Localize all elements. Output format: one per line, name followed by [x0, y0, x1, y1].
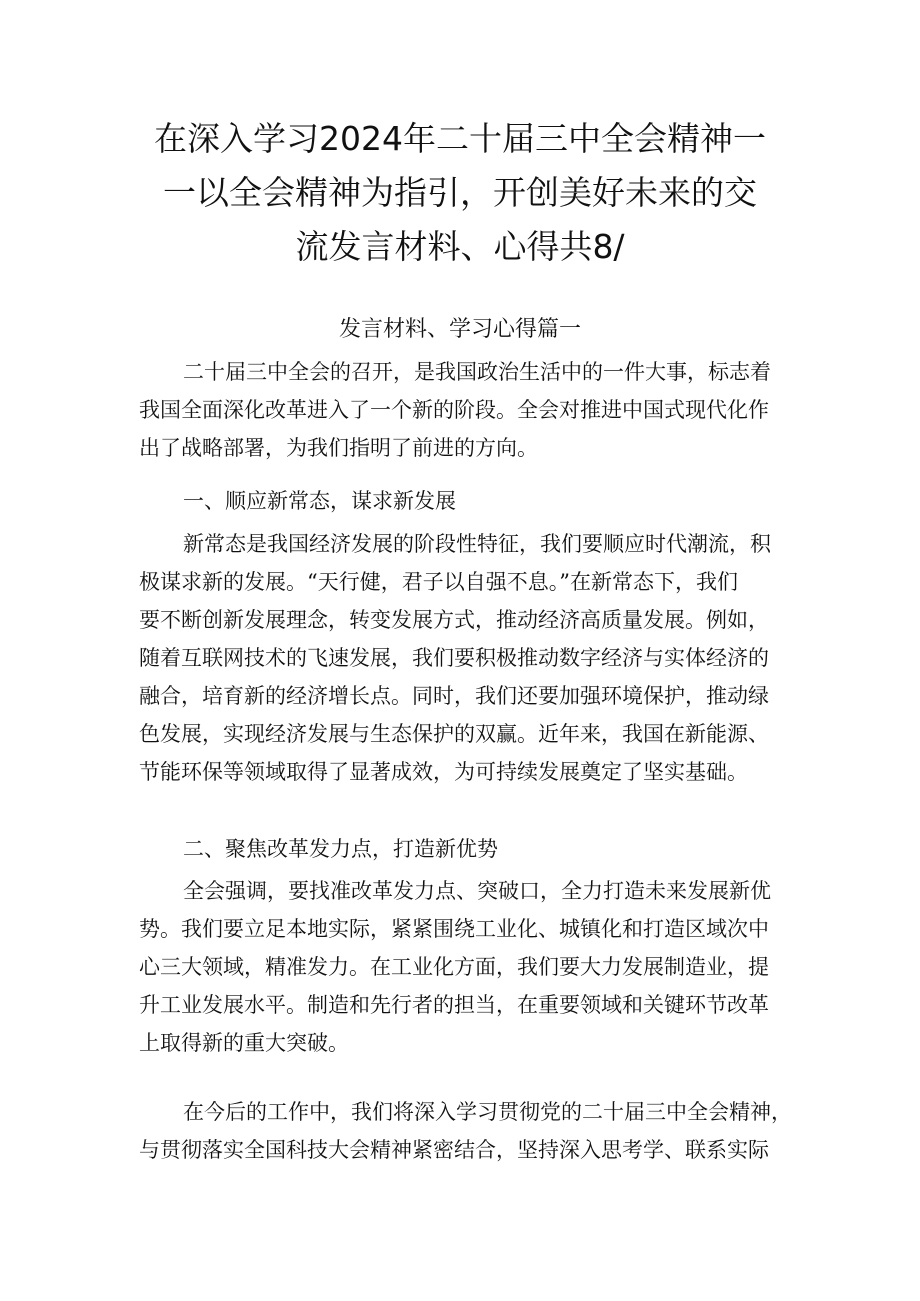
heading-1: 一、顺应新常态，谋求新发展	[183, 489, 456, 513]
paragraph-1	[139, 525, 801, 791]
paragraph-line: 要不断创新发展理念，转变发展方式，推动经济高质量发展。例如，	[139, 608, 769, 632]
paragraph-line: 新常态是我国经济发展的阶段性特征，我们要顺应时代潮流，积	[183, 532, 771, 556]
paragraph-line: 我国全面深化改革进入了一个新的阶段。全会对推进中国式现代化作	[139, 398, 769, 422]
paragraph-line: 融合，培育新的经济增长点。同时，我们还要加强环境保护，推动绿	[139, 684, 769, 708]
paragraph-line: 极谋求新的发展。“天行健，君子以自强不息。”在新常态下，我们	[139, 570, 738, 594]
paragraph-line: 色发展，实现经济发展与生态保护的双赢。近年来，我国在新能源、	[139, 722, 769, 746]
paragraph-line: 与贯彻落实全国科技大会精神紧密结合，坚持深入思考学、联系实际	[139, 1138, 769, 1162]
paragraph-line: 势。我们要立足本地实际，紧紧围绕工业化、城镇化和打造区域次中	[139, 917, 769, 941]
intro-paragraph	[139, 353, 801, 467]
paragraph-2	[139, 872, 801, 1062]
paragraph-3	[139, 1093, 801, 1169]
paragraph-line: 出了战略部署，为我们指明了前进的方向。	[139, 436, 538, 460]
paragraph-line: 上取得新的重大突破。	[139, 1031, 349, 1055]
paragraph-line: 升工业发展水平。制造和先行者的担当，在重要领域和关键环节改革	[139, 993, 769, 1017]
paragraph-line: 节能环保等领域取得了显著成效，为可持续发展奠定了坚实基础。	[139, 760, 748, 784]
document-title	[130, 112, 790, 274]
paragraph-line: 心三大领域，精准发力。在工业化方面，我们要大力发展制造业，提	[139, 955, 769, 979]
section-title: 发言材料、学习心得篇一	[338, 317, 581, 342]
paragraph-line: 随着互联网技术的飞速发展，我们要积极推动数字经济与实体经济的	[139, 646, 769, 670]
paragraph-line: 在今后的工作中，我们将深入学习贯彻党的二十届三中全会精神，	[183, 1100, 792, 1124]
heading-2: 二、聚焦改革发力点，打造新优势	[183, 837, 498, 861]
paragraph-line: 全会强调，要找准改革发力点、突破口，全力打造未来发展新优	[183, 879, 771, 903]
title-line: 一以全会精神为指引，开创美好未来的交	[163, 173, 757, 212]
paragraph-line: 二十届三中全会的召开，是我国政治生活中的一件大事，标志着	[183, 360, 771, 384]
title-line: 在深入学习2024年二十届三中全会精神一	[154, 119, 766, 158]
title-line: 流发言材料、心得共8/	[295, 227, 625, 266]
